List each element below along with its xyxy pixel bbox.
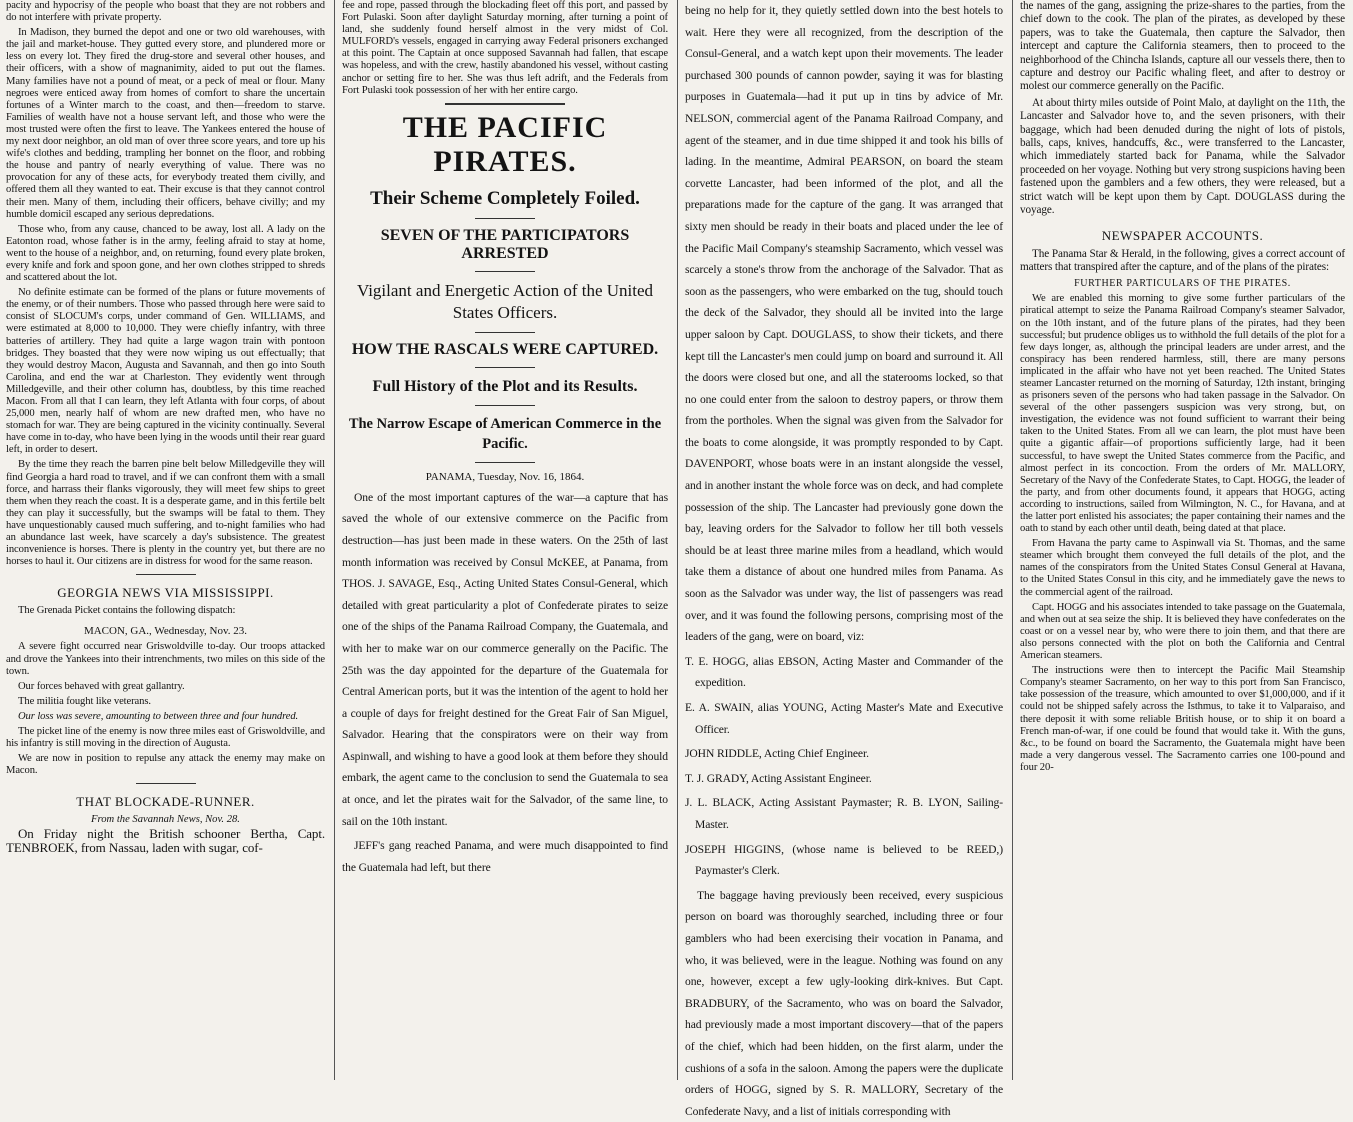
paragraph: Capt. HOGG and his associates intended to take passage on the Guatemala, and when out at sea seize the ship. It is believed they have confederates on the coast or on a vessel near by, who were there to join them, and that there are also persons connected with the plot on both the California and Central American steamers. — [1020, 601, 1345, 662]
list-item: JOSEPH HIGGINS, (whose name is believed to be REED,) Paymaster's Clerk. — [685, 842, 1003, 878]
paragraph: fee and rope, passed through the blockading fleet off this port, and passed by Fort Pulaski. Soon after daylight Saturday morning, after turning a point of land, she suddenly found herself almost in the very midst of Col. MULFORD's vessels, engaged in carrying away Federal prisoners exchanged at this point. The Captain at once supposed Savannah had fallen, that escape was hopeless, and with the crew, hastily abandoned his vessel, without casting anchor or setting fire to her. She was thus left adrift, and the Federals from Fort Pulaski took possession of her with her entire cargo. — [342, 0, 668, 96]
paragraph: We are now in position to repulse any attack the enemy may make on Macon. — [6, 753, 325, 777]
dateline: PANAMA, Tuesday, Nov. 16, 1864. — [425, 470, 585, 483]
paragraph: In Madison, they burned the depot and one or two old warehouses, with the jail and market-house. They gutted every store, and plundered more or less on every lot. They fired the drug-store and several other houses, and their officers, with a show of magnanimity, aided to put out the flames. Many families have not a pound of meat, or a peck of meal or flour. Many negroes were enticed away from homes of comfort to share the uncertain fortunes of a Winter march to the coast, and then—freedom to starve. Families of wealth have not a house servant left, and those who were the most trusted were often the first to leave. The Yankees entered the house of my next door neighbor, an old man of over three score years, and tore up his wife's clothes and bedding, trampling her bonnet on the floor, and robbing the house and pantry of nearly everything of value. There was no provocation for any of these acts, for everybody treated them civilly, and offered them all they wanted to eat. Their excuse is that they cannot control their men. Many of them, including their officers, behave civilly; and my humble domicil escaped any serious depredations. — [6, 27, 325, 220]
section-heading: FURTHER PARTICULARS OF THE PIRATES. — [1074, 278, 1291, 290]
headline-deck: Vigilant and Energetic Action of the United States Officers. — [356, 280, 654, 322]
headline-deck: The Narrow Escape of American Commerce in the Pacific. — [348, 415, 662, 452]
column-4 — [1014, 0, 1353, 1080]
list-item: E. A. SWAIN, alias YOUNG, Acting Master's Mate and Executive Officer. — [685, 701, 1003, 736]
paragraph: Those who, from any cause, chanced to be away, lost all. A lady on the Eatonton road, whose father is in the army, feeling afraid to stay at home, went to the house of a neighbor, and, on returning, found every plate broken, every knife and fork and spoon gone, and her own clothes stripped to shreds and scattered about the lot. — [6, 223, 325, 284]
divider — [136, 574, 196, 575]
column-1 — [0, 0, 333, 1080]
paragraph: Our loss was severe, amounting to between three and four hundred. — [18, 710, 299, 722]
paragraph: Our forces behaved with great gallantry. — [18, 680, 185, 692]
paragraph: The picket line of the enemy is now three miles east of Griswoldville, and his infantry is still moving in the direction of Augusta. — [6, 725, 325, 750]
column-3 — [679, 0, 1011, 1118]
paragraph: The Grenada Picket contains the following dispatch: — [18, 605, 236, 617]
paragraph: On Friday night the British schooner Bertha, Capt. TENBROEK, from Nassau, laden with sugar, cof- — [6, 826, 325, 856]
paragraph: pacity and hypocrisy of the people who boast that they are not robbers and do not interfere with private property. — [6, 0, 325, 24]
divider — [136, 783, 196, 784]
divider — [475, 367, 535, 368]
section-heading: GEORGIA NEWS VIA MISSISSIPPI. — [57, 585, 274, 601]
paragraph: By the time they reach the barren pine belt below Milledgeville they will find Georgia a hard road to travel, and if we can confront them with a small force, and harrass their flanks vigorously, they will meet few ships to greet them when they reach the coast. It is a desperate game, and in this fertile belt they can play it successfully, but the swamps will be fatal to them. They have unquestionably caused much suffering, and to-night families who had an abundance last week, have scarcely a day's subsistence. The greatest inconvenience is horses. There is plenty in the country yet, but there are no horses to haul it. Our citizens are in distress for wood for the same reason. — [6, 459, 325, 568]
headline: THE PACIFIC PIRATES. — [402, 110, 608, 178]
list-item: T. E. HOGG, alias EBSON, Acting Master and Commander of the expedition. — [685, 654, 1003, 690]
paragraph: being no help for it, they quietly settled down into the best hotels to wait. Here they were all recognized, from the description of the Consul-General, and a watch kept upon their movements. The leader purchased 300 pounds of cannon powder, saying it was for blasting purposes in Guatemala—had it put up in tins by advice of Mr. NELSON, commercial agent of the Panama Railroad Company, and agent of the steamer, and in due time shipped it and took his bills of lading. In the meantime, Admiral PEARSON, on board the steam corvette Lancaster, had been informed of the plot, and all the preparations made for the capture of the gang. It was arranged that sixty men should be ready in their boats and placed under the lee of the Pacific Mail Company's steamship Sacramento, which vessel was scarcely a stone's throw from the anchorage of the Salvador. That as soon as the passengers, who were embarked on the tug, should touch the deck of the Salvador, they should all be invited into the large upper saloon by Capt. DOUGLASS, to show their tickets, and there kept till the Lancaster's men could jump on board and surround it. All the doors were closed but one, and all the staterooms locked, so that no one could enter from the saloon to destroy papers, or throw them from the portholes. When the signal was given from the Salvador for the boats to come alongside, it was promptly responded to by Capt. DAVENPORT, whose boats were in an instant alongside the vessel, and in another instant the whole force was on deck, and had complete possession of the ship. The Lancaster had previously gone down the bay, leaving orders for the Salvador to follow her till both vessels should be at least three marine miles from a headland, which would take them a distance of about one hundred miles from Panama. As soon as the Salvador was under way, the list of passengers was read over, and it was found the following persons, comprising most of the leaders of the gang, were on board, viz: — [685, 4, 1003, 644]
list-item: J. L. BLACK, Acting Assistant Paymaster; R. B. LYON, Sailing-Master. — [685, 796, 1003, 831]
list-item: JOHN RIDDLE, Acting Chief Engineer. — [685, 747, 869, 761]
paragraph: The Panama Star & Herald, in the following, gives a correct account of matters that transpired after the capture, and of the plans of the pirates: — [1020, 247, 1345, 273]
divider — [475, 332, 535, 333]
paragraph: One of the most important captures of the war—a capture that has saved the whole of our extensive commerce on the Pacific from destruction—has just been made in these waters. On the 25th of last month information was received by Consul McKEE, at Panama, from THOS. J. SAVAGE, Esq., Acting United States Consul-General, which detailed with great particularity a plot of Confederate pirates to seize one of the ships of the Panama Railroad Company, the Guatemala, and with her to make war on our commerce generally on the Pacific. The 25th was the day appointed for the departure of the Guatemala for Central American ports, but it was the intention of the agent to hold her a couple of days for freight destined for the Great Fair of San Miguel, Salvador. Hearing that the conspirators were on their way from Aspinwall, and wishing to have a good look at them before they should embark, the agent came to the conclusion to send the Guatemala to sea at once, and let the pirates wait for the Salvador, of the same line, to sail on the 10th instant. — [342, 490, 668, 828]
divider — [475, 405, 535, 406]
paragraph: The militia fought like veterans. — [18, 695, 151, 707]
column-rule — [334, 0, 335, 1080]
headline-deck: SEVEN OF THE PARTICIPATORS ARRESTED — [380, 226, 630, 262]
paragraph: the names of the gang, assigning the prize-shares to the parties, from the chief down to the cook. The plan of the pirates, as developed by these papers, was to take the Guatemala, then capture the Salvador, then intercept and capture the California steamers, then to proceed to the neighborhood of the Chincha Islands, capture all our vessels there, then to capture and destroy our Pacific whaling fleet, and after to destroy or molest our commerce generally on the Pacific. — [1020, 0, 1345, 93]
column-rule — [677, 0, 678, 1080]
section-heading: NEWSPAPER ACCOUNTS. — [1101, 227, 1264, 243]
source-line: From the Savannah News, Nov. 28. — [91, 814, 240, 826]
divider — [475, 271, 535, 272]
paragraph: At about thirty miles outside of Point Malo, at daylight on the 11th, the Lancaster and Salvador hove to, and the seven prisoners, with their baggage, which had been denuded during the night of lots of pistols, balls, caps, knives, handcuffs, &c., were transferred to the Lancaster, which immediately started back for Panama, while the Salvador proceeded on her voyage. Nothing but very strong suspicions having been fastened upon the gamblers and a few others, they were released, but a strict watch will be kept upon them by Capt. DOUGLASS during the voyage. — [1020, 96, 1345, 217]
paragraph: JEFF's gang reached Panama, and were much disappointed to find the Guatemala had left, but there — [342, 839, 668, 874]
paragraph: We are enabled this morning to give some further particulars of the piratical attempt to seize the Panama Railroad Company's steamer Salvador, on the 10th instant, and of the future plans of the pirates, had they been successful; but prudence obliges us to withhold the full details of the plot for a few days longer, as, although the principal leaders are under arrest, and the conspiracy has been rendered harmless, still, there are many persons implicated in the affair who have not yet been reached. The United States steamer Lancaster returned on the morning of Saturday, 12th instant, bringing as prisoners seven of the persons who had taken passage in the Salvador. On several of the other passengers suspicion was very strong, but, on investigation, the evidence was not found sufficient to warrant their being taken to the United States. From all we can learn, the plot must have been quite a gigantic affair—of proportions sufficiently large, had it been successful, to have swept the United States commerce from the Pacific, and almost perfect in its concoction. From the orders of Mr. MALLORY, Secretary of the Navy of the Confederate States, to Capt. HOGG, the leader of the party, and from other documents found, it appears that HOGG, acting according to instructions, sailed from Wilmington, N. C., for Havana, and at the latter port enlisted his associates; the paper containing their names and the oath to stand by each other until death, being dated at that place. — [1020, 293, 1345, 535]
column-rule — [1012, 0, 1013, 1080]
paragraph: The instructions were then to intercept the Pacific Mail Steamship Company's steamer Sacramento, on her way to this port from San Francisco, take possession of the treasure, which amounted to over $1,000,000, and if it could not be shipped safely across the Isthmus, to take it to Valparaiso, and there deposit it with some reliable British house, or to ship it on board a French man-of-war, if one could be found that would take it. With the guns, &c., to be found on board the Sacramento, the Guatemala might have been made a very dangerous vessel. The Sacramento carries one 100-pound and four 20- — [1020, 665, 1345, 773]
paragraph: A severe fight occurred near Griswoldville to-day. Our troops attacked and drove the Yankees into their intrenchments, two miles on this side of the town. — [6, 641, 325, 677]
headline-deck: Full History of the Plot and its Results. — [372, 377, 638, 395]
paragraph: The baggage having previously been received, every suspicious person on board was thoroughly searched, including three or four gamblers who had been exercising their vocation in Panama, and who, it was believed, were in the league. Nothing was found on any one, however, except a few ugly-looking dirk-knives. But Capt. BRADBURY, of the Sacramento, who was on board the Salvador, had previously made a most important discovery—that of the papers of the chief, which had been hidden, on the first alarm, under the cushions of a sofa in the saloon. Among the papers were the duplicate orders of HOGG, signed by S. R. MALLORY, Secretary of the Confederate Navy, and a list of initials corresponding with — [685, 888, 1003, 1118]
divider — [445, 103, 565, 105]
headline-deck: HOW THE RASCALS WERE CAPTURED. — [351, 340, 659, 358]
divider — [475, 462, 535, 463]
paragraph: No definite estimate can be formed of the plans or future movements of the enemy, or of their numbers. Those who passed through here were said to consist of SLOCUM's corps, under command of Gen. WILLIAMS, and were estimated at 8,000 to 10,000. They were chiefly infantry, with three batteries of artillery. They had quite a large wagon train with pontoon bridges. They boasted that they were now wiping us out effectually; that they would destroy Macon, Augusta and Savannah, and then go into South Carolina, and end the war at Charleston. They evidently went through Milledgeville, and their other column has, doubtless, by this time reached Macon. From all that I can learn, they left Atlanta with four corps, of about 25,000 men, nearly half of whom are new drafted men, who have no stomach for war. They are being captured in the vicinity continually. Several have come in to-day, who have been lying in the woods until their rear guard left, in order to desert. — [6, 287, 325, 456]
column-2 — [336, 0, 676, 1080]
list-item: T. J. GRADY, Acting Assistant Engineer. — [685, 771, 872, 785]
section-heading: THAT BLOCKADE-RUNNER. — [76, 794, 255, 810]
headline-deck: Their Scheme Completely Foiled. — [370, 187, 640, 209]
paragraph: From Havana the party came to Aspinwall via St. Thomas, and the same steamer which brought them conveyed the full details of the plot, and the names of the conspirators from the United States Consul General at Havana, to the United States Consul in this city, and he immediately gave the news to the commercial agent of the railroad. — [1020, 538, 1345, 598]
divider — [475, 218, 535, 219]
dateline: MACON, GA., Wednesday, Nov. 23. — [83, 625, 248, 638]
